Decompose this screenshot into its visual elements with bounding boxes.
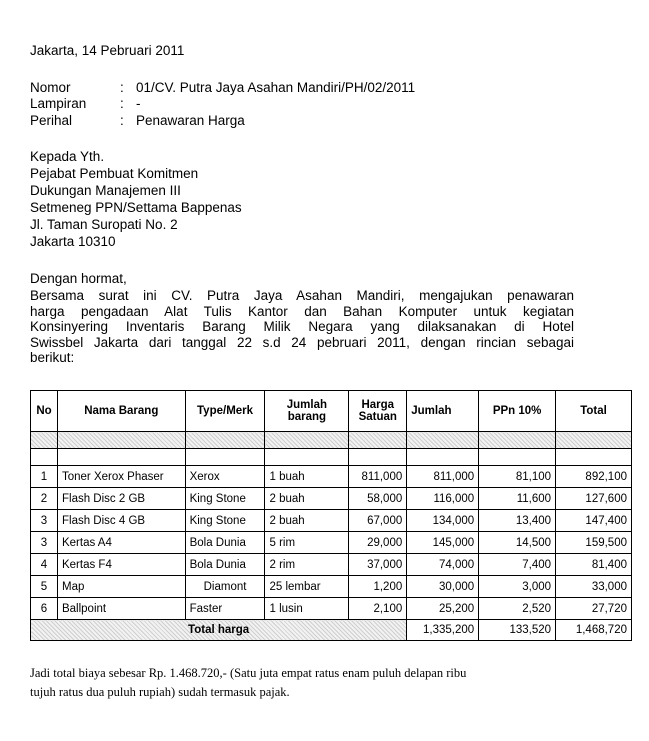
greeting: Dengan hormat, [30, 271, 127, 286]
recipient-line: Kepada Yth. [30, 149, 105, 164]
header-no: No [31, 391, 58, 432]
cell-nama: Kertas A4 [57, 532, 185, 554]
total-label: Total harga [31, 620, 407, 641]
cell-nama: Toner Xerox Phaser [57, 466, 185, 488]
body-paragraph [30, 288, 574, 366]
cell-harga: 1,200 [349, 576, 407, 598]
cell-qty: 2 buah [265, 510, 349, 532]
shaded-separator-row [31, 432, 632, 449]
cell-jumlah: 811,000 [407, 466, 479, 488]
table-header-row [31, 391, 632, 432]
body-line: Konsinyering Inventaris Barang Milik Negara yang dilaksanakan di Hotel [30, 319, 574, 334]
cell-jumlah: 145,000 [407, 532, 479, 554]
cell-type: Faster [185, 598, 265, 620]
cell-total: 147,400 [556, 510, 632, 532]
cell-nama: Kertas F4 [57, 554, 185, 576]
cell-ppn: 7,400 [479, 554, 556, 576]
meta-colon: : [120, 113, 124, 128]
cell-no: 5 [31, 576, 58, 598]
cell-no: 3 [31, 532, 58, 554]
cell-harga: 29,000 [349, 532, 407, 554]
table-row [31, 466, 632, 488]
cell-jumlah: 134,000 [407, 510, 479, 532]
letter-date: Jakarta, 14 Pebruari 2011 [30, 43, 185, 58]
spacer-row [31, 449, 632, 466]
cell-nama: Ballpoint [57, 598, 185, 620]
cell-qty: 25 lembar [265, 576, 349, 598]
cell-total: 159,500 [556, 532, 632, 554]
cell-ppn: 81,100 [479, 466, 556, 488]
meta-label-perihal: Perihal [30, 113, 73, 128]
cell-harga: 2,100 [349, 598, 407, 620]
closing-paragraph [30, 664, 590, 702]
cell-harga: 811,000 [349, 466, 407, 488]
cell-ppn: 3,000 [479, 576, 556, 598]
meta-colon: : [120, 80, 124, 95]
cell-harga: 67,000 [349, 510, 407, 532]
header-jumlah-barang: Jumlah barang [265, 391, 349, 432]
meta-value-perihal: Penawaran Harga [136, 113, 245, 128]
recipient-line: Setmeneg PPN/Settama Bappenas [30, 200, 242, 215]
cell-nama: Map [57, 576, 185, 598]
cell-total: 892,100 [556, 466, 632, 488]
cell-harga: 58,000 [349, 488, 407, 510]
total-ppn: 133,520 [479, 620, 556, 641]
cell-total: 27,720 [556, 598, 632, 620]
cell-jumlah: 116,000 [407, 488, 479, 510]
recipient-line: Pejabat Pembuat Komitmen [30, 166, 199, 181]
cell-type: Bola Dunia [185, 532, 265, 554]
meta-colon: : [120, 96, 124, 111]
cell-qty: 5 rim [265, 532, 349, 554]
cell-total: 127,600 [556, 488, 632, 510]
table-row [31, 576, 632, 598]
cell-no: 6 [31, 598, 58, 620]
cell-qty: 2 rim [265, 554, 349, 576]
cell-total: 33,000 [556, 576, 632, 598]
total-row [31, 620, 632, 641]
cell-jumlah: 30,000 [407, 576, 479, 598]
cell-no: 1 [31, 466, 58, 488]
cell-type: King Stone [185, 510, 265, 532]
cell-nama: Flash Disc 4 GB [57, 510, 185, 532]
cell-ppn: 14,500 [479, 532, 556, 554]
meta-value-nomor: 01/CV. Putra Jaya Asahan Mandiri/PH/02/2011 [136, 80, 416, 95]
cell-ppn: 13,400 [479, 510, 556, 532]
body-line: Swissbel Jakarta dari tanggal 22 s.d 24 pebruari 2011, dengan rincian sebagai [30, 334, 574, 350]
cell-qty: 2 buah [265, 488, 349, 510]
table-row [31, 598, 632, 620]
header-jumlah: Jumlah [407, 391, 479, 432]
header-ppn: PPn 10% [479, 391, 556, 432]
cell-qty: 1 buah [265, 466, 349, 488]
cell-no: 2 [31, 488, 58, 510]
cell-type: Bola Dunia [185, 554, 265, 576]
header-total: Total [556, 391, 632, 432]
cell-no: 3 [31, 510, 58, 532]
total-jumlah: 1,335,200 [407, 620, 479, 641]
body-line: Bersama surat ini CV. Putra Jaya Asahan Mandiri, mengajukan penawaran [30, 288, 574, 303]
closing-line: tujuh ratus dua puluh rupiah) sudah termasuk pajak. [30, 685, 290, 699]
header-type-merk: Type/Merk [185, 391, 265, 432]
recipient-line: Jl. Taman Suropati No. 2 [30, 217, 178, 232]
cell-type: Diamont [185, 576, 265, 598]
header-nama-barang: Nama Barang [57, 391, 185, 432]
cell-nama: Flash Disc 2 GB [57, 488, 185, 510]
cell-total: 81,400 [556, 554, 632, 576]
cell-type: Xerox [185, 466, 265, 488]
closing-line: Jadi total biaya sebesar Rp. 1.468.720,- (Satu juta empat ratus enam puluh delapan ribu [30, 666, 467, 680]
header-harga-satuan: Harga Satuan [349, 391, 407, 432]
cell-type: King Stone [185, 488, 265, 510]
cell-jumlah: 25,200 [407, 598, 479, 620]
table-row [31, 532, 632, 554]
recipient-line: Jakarta 10310 [30, 234, 116, 249]
cell-ppn: 2,520 [479, 598, 556, 620]
meta-value-lampiran: - [136, 96, 141, 111]
table-row [31, 488, 632, 510]
cell-no: 4 [31, 554, 58, 576]
total-total: 1,468,720 [556, 620, 632, 641]
table-row [31, 510, 632, 532]
meta-label-lampiran: Lampiran [30, 96, 87, 111]
price-table [30, 390, 632, 641]
cell-harga: 37,000 [349, 554, 407, 576]
recipient-line: Dukungan Manajemen III [30, 183, 181, 198]
body-line: harga pengadaan Alat Tulis Kantor dan Bahan Komputer untuk kegiatan [30, 303, 574, 319]
cell-qty: 1 lusin [265, 598, 349, 620]
table-row [31, 554, 632, 576]
meta-label-nomor: Nomor [30, 80, 71, 95]
cell-jumlah: 74,000 [407, 554, 479, 576]
cell-ppn: 11,600 [479, 488, 556, 510]
body-line: berikut: [30, 350, 75, 365]
